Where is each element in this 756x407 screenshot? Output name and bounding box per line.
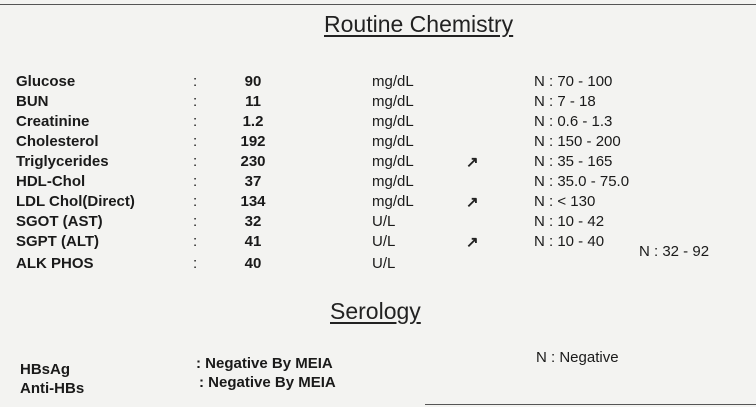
test-value: 134: [240, 193, 266, 210]
test-value: 1.2: [242, 113, 264, 130]
reference-range: N : 10 - 40: [534, 233, 605, 250]
test-unit: mg/dL: [372, 193, 414, 210]
test-name: BUN: [16, 93, 49, 110]
test-name: SGOT (AST): [16, 213, 103, 230]
test-unit: mg/dL: [372, 153, 414, 170]
serology-result: : Negative By MEIA: [196, 355, 333, 372]
test-value: 192: [240, 133, 266, 150]
test-name: ALK PHOS: [16, 255, 94, 272]
table-row: [0, 113, 756, 133]
separator: :: [193, 93, 198, 110]
test-value: 37: [244, 173, 262, 190]
separator: :: [193, 233, 198, 250]
test-unit: mg/dL: [372, 173, 414, 190]
table-row: [0, 153, 756, 173]
test-value: 32: [244, 213, 262, 230]
test-name: LDL Chol(Direct): [16, 193, 135, 210]
test-name: Creatinine: [16, 113, 90, 130]
table-row: [0, 93, 756, 113]
serology-result: : Negative By MEIA: [199, 374, 336, 391]
table-row: [0, 73, 756, 93]
serology-reference: N : Negative: [536, 349, 619, 366]
high-arrow-icon: ↗: [466, 194, 479, 211]
reference-range: N : 10 - 42: [534, 213, 605, 230]
separator: :: [193, 113, 198, 130]
alk-phos-reference: N : 32 - 92: [639, 243, 710, 260]
reference-range: N : 150 - 200: [534, 133, 621, 150]
test-value: 40: [244, 255, 262, 272]
test-unit: U/L: [372, 233, 396, 250]
high-arrow-icon: ↗: [466, 234, 479, 251]
high-arrow-icon: ↗: [466, 154, 479, 171]
reference-range: N : 0.6 - 1.3: [534, 113, 613, 130]
reference-range: N : 35.0 - 75.0: [534, 173, 630, 190]
test-name: Triglycerides: [16, 153, 109, 170]
bottom-rule: [425, 404, 756, 405]
test-unit: mg/dL: [372, 73, 414, 90]
routine-chemistry-title: Routine Chemistry: [324, 11, 514, 37]
table-row: [0, 173, 756, 193]
test-name: HDL-Chol: [16, 173, 86, 190]
test-unit: U/L: [372, 213, 396, 230]
test-unit: mg/dL: [372, 93, 414, 110]
separator: :: [193, 133, 198, 150]
separator: :: [193, 193, 198, 210]
serology-test-name: HBsAg: [20, 361, 71, 378]
separator: :: [193, 153, 198, 170]
top-rule: [0, 4, 756, 5]
reference-range: N : 70 - 100: [534, 73, 613, 90]
serology-title: Serology: [330, 298, 421, 324]
test-value: 41: [244, 233, 262, 250]
test-name: Glucose: [16, 73, 76, 90]
test-unit: mg/dL: [372, 133, 414, 150]
table-row: [0, 133, 756, 153]
test-name: Cholesterol: [16, 133, 99, 150]
reference-range: N : < 130: [534, 193, 596, 210]
test-value: 230: [240, 153, 266, 170]
test-name: SGPT (ALT): [16, 233, 100, 250]
table-row: [0, 213, 756, 233]
test-value: 90: [244, 73, 262, 90]
table-row: [0, 193, 756, 213]
separator: :: [193, 255, 198, 272]
reference-range: N : 35 - 165: [534, 153, 613, 170]
serology-test-name: Anti-HBs: [20, 380, 85, 397]
separator: :: [193, 213, 198, 230]
test-value: 11: [245, 93, 261, 110]
separator: :: [193, 173, 198, 190]
test-unit: mg/dL: [372, 113, 414, 130]
reference-range: N : 7 - 18: [534, 93, 596, 110]
separator: :: [193, 73, 198, 90]
test-unit: U/L: [372, 255, 396, 272]
